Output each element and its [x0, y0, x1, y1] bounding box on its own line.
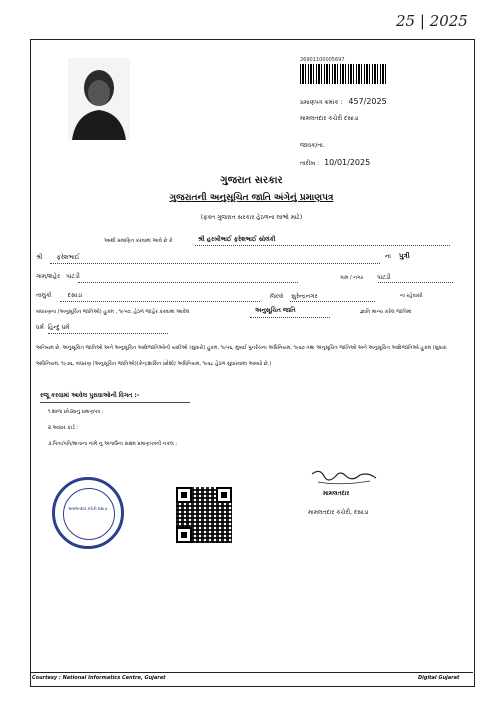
village-underline — [78, 282, 298, 283]
cert-no-label: પ્રમાણપત્ર ક્રમાંક : — [300, 99, 343, 106]
village-row — [36, 273, 80, 281]
district-value: સુરેન્દ્રનગર — [291, 293, 318, 300]
certify-prefix: આથી પ્રમાણિત કરવામાં આવે છે કે — [104, 238, 173, 244]
evidence-title: રજૂ કરવામાં આવેલ પુરાવાઓની વિગત :- — [40, 392, 140, 399]
father-row — [36, 254, 79, 262]
gender-row — [385, 252, 410, 261]
village2-row — [340, 274, 391, 282]
office-label: મામલતદાર કચેરી દસાડા — [300, 115, 359, 122]
footer-rule — [30, 672, 473, 673]
village-label: ગામ/શહેર — [36, 273, 61, 280]
taluka-label: તાલુકો — [36, 292, 52, 299]
religion-underline — [48, 333, 168, 334]
village2-underline — [378, 282, 453, 283]
taluka-row — [36, 292, 82, 300]
sign-title: મામલતદાર — [323, 490, 350, 497]
village2-value: પાટડી — [376, 274, 391, 281]
religion-label: ધર્મ — [36, 324, 44, 331]
gender-value: પુત્રી — [398, 252, 410, 260]
barcode-number: 26901100005697 — [300, 57, 345, 63]
legal-paragraph: અનિયમ છે. અનુસૂચિત જાતિઓ અને અનુસૂચિત આદિજાતિઓની યાદીઓ (સુધારો) હુકમ, ૧૯૫૬, મુંબઈ પુનર્રચના અધિનિયમ, ૧૯૬૦ તથા અનુસૂચિત જાતિઓ અને અનુસૂચિત આદિજાતિઓ હુકમ (સુધારા અધિનિયમ, ૧૯૭૬, બંધારણ (અનુસૂચિત જાતિઓ)(કેન્દ્રશાસિત પ્રદેશો) અધિનિયમ, ૧૯૬૮ હેઠળ સુધારવામાં આવ્યો છે.) — [36, 345, 447, 367]
religion-row — [36, 324, 70, 332]
religion-value: હિન્દુ ધર્મ — [47, 324, 70, 331]
father-label: શ્રી — [36, 254, 43, 261]
qr-finder-tl — [176, 487, 192, 503]
gov-title: ગુજરાત સરકાર — [220, 175, 283, 186]
seal-text: મામલતદાર કચેરી દસાડા — [68, 506, 108, 511]
evidence-title-underline — [40, 402, 190, 403]
name-underline — [195, 245, 450, 246]
cert-subtitle: (ફક્ત ગુજરાત સરકાર હેઠળના લાભો માટે) — [200, 214, 303, 221]
evidence-item-3: ૩.પિતા/પતિ/માતાના નામે નુ અગાઉના સક્ષમ પ્રમાણપત્રની નકલ : — [48, 441, 178, 447]
district-row — [270, 293, 318, 301]
applicant-photo — [68, 58, 130, 140]
qr-code — [176, 487, 232, 543]
taluka-underline — [60, 301, 260, 302]
cert-no-row — [300, 97, 387, 107]
order-end: જ્ઞાતિ માન્ય કરેલ જાતિમાં — [360, 309, 412, 315]
applicant-name: શ્રી હરખીભાઈ ફરેશભાઈ સોલંકી — [198, 236, 276, 243]
order-text: બંધારણના (અનુસૂચિત જાતિઓ) હુકમ , ૧૯૫૦, હેઠળ જાહેર કરવામાં આવેલ — [36, 309, 190, 315]
qr-finder-bl — [176, 527, 192, 543]
resident-text: ના રહેવાસી — [400, 293, 423, 299]
district-underline — [290, 301, 375, 302]
taluka-value: દસાડા — [67, 292, 83, 299]
district-label: જિલ્લો — [270, 294, 284, 300]
sign-office: મામલતદાર કચેરી, દસાડા — [308, 509, 369, 516]
village2-label: ગામ / નગર — [340, 275, 364, 281]
father-value: ફરેશભાઈ — [56, 254, 80, 261]
gender-label: ના — [385, 253, 391, 260]
qr-finder-tr — [216, 487, 232, 503]
village-value: પાટડી — [66, 273, 80, 280]
date-row — [300, 158, 370, 168]
office-seal — [52, 477, 124, 549]
evidence-item-1: ૧.શાળા છોડ્યાનું પ્રમાણપત્ર : — [48, 409, 104, 415]
seal-inner-ring — [63, 488, 115, 540]
signature — [310, 466, 380, 488]
caste-underline — [250, 317, 330, 318]
evidence-item-2: ૨.આધાર કાર્ડ : — [48, 425, 79, 431]
handwritten-date: 25 | 2025 — [396, 12, 468, 30]
footer-right: Digital Gujarat — [418, 675, 460, 681]
cert-no-value: 457/2025 — [348, 97, 387, 106]
father-underline — [50, 263, 380, 264]
outward-label: જાવક/તા. — [300, 142, 325, 149]
cert-title: ગુજરાતની અનુસૂચિત જાતિ અંગેનું પ્રમાણપત્ર — [169, 193, 334, 203]
barcode — [300, 64, 386, 84]
date-value: 10/01/2025 — [324, 158, 371, 167]
date-label: તારીખ : — [300, 160, 320, 167]
footer-left: Courtesy : National Informatics Centre, Gujarat — [32, 675, 166, 681]
caste-value: અનુસૂચિત જાતિ — [255, 307, 296, 314]
